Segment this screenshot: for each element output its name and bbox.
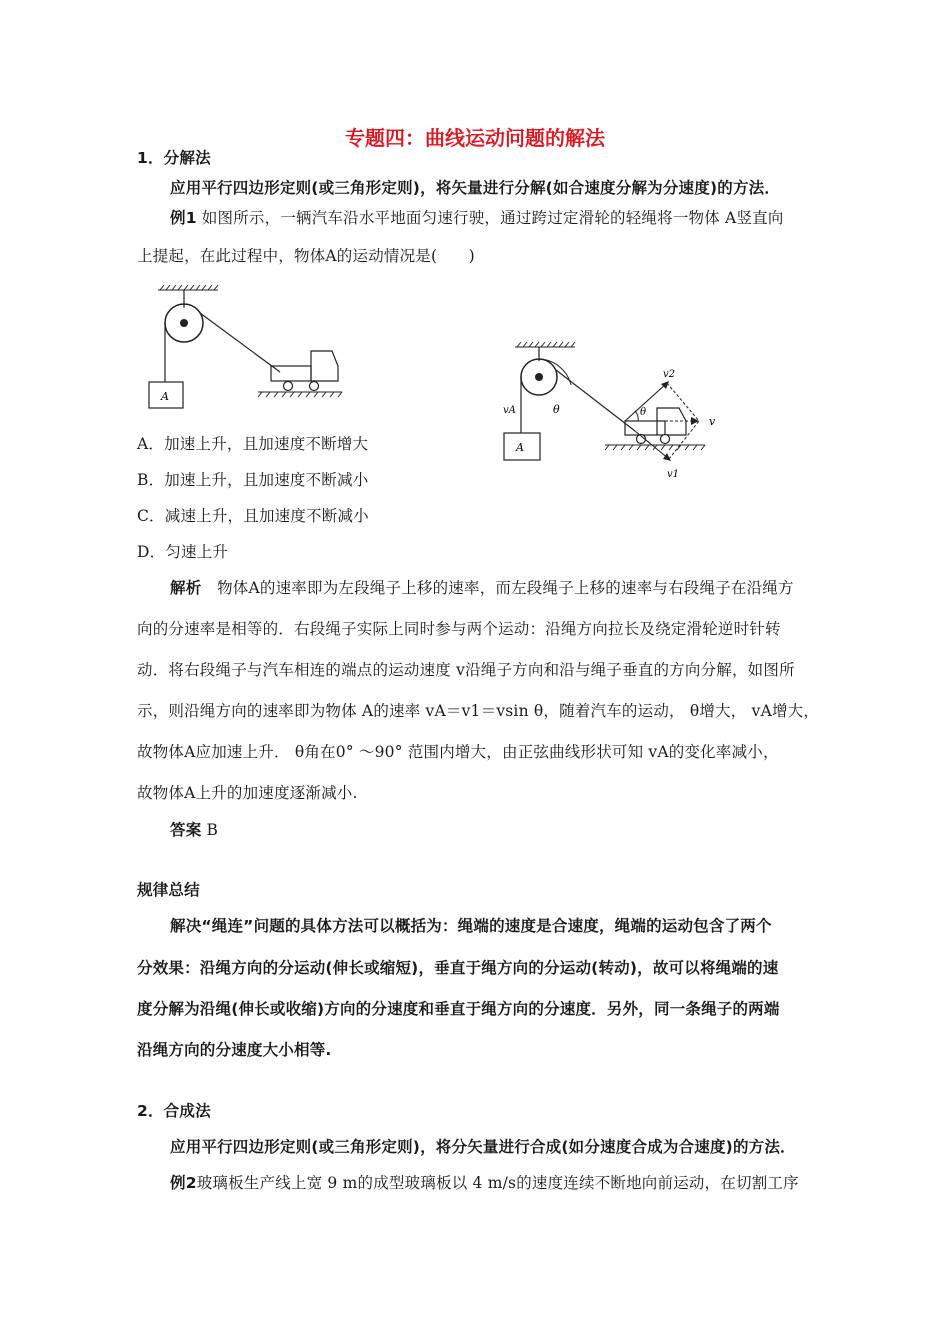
ceiling-hatch bbox=[158, 285, 218, 290]
option-d: D．匀速上升 bbox=[137, 543, 229, 561]
ceiling-hatch bbox=[515, 342, 575, 347]
angle-arc-car bbox=[635, 411, 638, 421]
summary-line-3: 度分解为沿绳(伸长或收缩)方向的分速度和垂直于绳方向的分速度．另外，同一条绳子的两端 bbox=[137, 1000, 780, 1018]
arrow-v1 bbox=[663, 453, 671, 461]
answer-value: B bbox=[201, 821, 219, 839]
block-a-label: A bbox=[516, 441, 524, 454]
analysis-line-3: 动．将右段绳子与汽车相连的端点的运动速度 v沿绳子方向和沿与绳子垂直的方向分解，如图所 bbox=[137, 661, 795, 679]
rope-right bbox=[556, 370, 635, 431]
truck bbox=[271, 351, 338, 391]
angle-arc-pulley bbox=[539, 359, 571, 385]
figure-velocity-decomposition bbox=[495, 335, 730, 485]
summary-line-2: 分效果：沿绳方向的分运动(伸长或缩短)，垂直于绳方向的分运动(转动)，故可以将绳端的速 bbox=[137, 959, 779, 977]
example2-label: 例2 bbox=[170, 1174, 197, 1192]
theta-car-label: θ bbox=[640, 407, 647, 418]
v1-label: v1 bbox=[667, 469, 680, 480]
example1-text-1: 如图所示，一辆汽车沿水平地面匀速行驶，通过跨过定滑轮的轻绳将一物体 A竖直向 bbox=[196, 209, 784, 227]
analysis-line-2: 向的分速率是相等的．右段绳子实际上同时参与两个运动：沿绳方向拉长及绕定滑轮逆时针转 bbox=[137, 620, 781, 638]
v2-label: v2 bbox=[663, 369, 676, 380]
example2-line bbox=[170, 1173, 870, 1193]
analysis-line-1 bbox=[170, 578, 870, 598]
arrow-v bbox=[691, 417, 699, 425]
ground-hatch bbox=[258, 392, 342, 397]
v-label: v bbox=[709, 415, 716, 428]
section2-heading: 2．合成法 bbox=[137, 1102, 211, 1120]
analysis-line-4: 示，则沿绳方向的速率即为物体 A的速率 vA＝v1＝vsin θ，随着汽车的运动， θ增大， vA增大， bbox=[137, 702, 820, 720]
block-a-label: A bbox=[161, 390, 169, 403]
analysis-label: 解析 bbox=[170, 579, 202, 597]
option-b: B．加速上升，且加速度不断减小 bbox=[137, 471, 369, 489]
answer-label: 答案 bbox=[170, 821, 202, 839]
summary-line-4: 沿绳方向的分速度大小相等. bbox=[137, 1041, 332, 1059]
example1-label: 例1 bbox=[170, 209, 197, 227]
summary-line-1: 解决“绳连”问题的具体方法可以概括为：绳端的速度是合速度，绳端的运动包含了两个 bbox=[170, 917, 772, 935]
analysis-line-6: 故物体A上升的加速度逐渐减小. bbox=[137, 784, 358, 802]
example1-line2: 上提起，在此过程中，物体A的运动情况是( ) bbox=[137, 247, 475, 265]
example2-text: 玻璃板生产线上宽 9 m的成型玻璃板以 4 m/s的速度连续不断地向前运动，在切割工序 bbox=[196, 1174, 799, 1192]
section1-heading: 1．分解法 bbox=[137, 149, 211, 167]
example1-line1 bbox=[170, 208, 870, 228]
rope-right bbox=[200, 313, 280, 372]
answer-line bbox=[170, 820, 870, 840]
option-c: C．减速上升，且加速度不断减小 bbox=[137, 507, 369, 525]
option-a: A．加速上升，且加速度不断增大 bbox=[137, 435, 369, 453]
analysis-text-1: 物体A的速率即为左段绳子上移的速率，而左段绳子上移的速率与右段绳子在沿绳方 bbox=[201, 579, 794, 597]
page-title: 专题四：曲线运动问题的解法 bbox=[345, 126, 605, 150]
section1-intro: 应用平行四边形定则(或三角形定则)，将矢量进行分解(如合速度分解为分速度)的方法． bbox=[170, 179, 781, 197]
figure-pulley-truck bbox=[140, 280, 350, 415]
theta-pulley-label: θ bbox=[553, 403, 560, 416]
va-label: vA bbox=[503, 405, 516, 416]
section2-intro: 应用平行四边形定则(或三角形定则)，将分矢量进行合成(如分速度合成为合速度)的方法． bbox=[170, 1138, 796, 1156]
summary-heading: 规律总结 bbox=[137, 881, 200, 899]
analysis-line-5: 故物体A应加速上升． θ角在0° ～90° 范围内增大，由正弦曲线形状可知 vA的变化率减小， bbox=[137, 743, 779, 761]
